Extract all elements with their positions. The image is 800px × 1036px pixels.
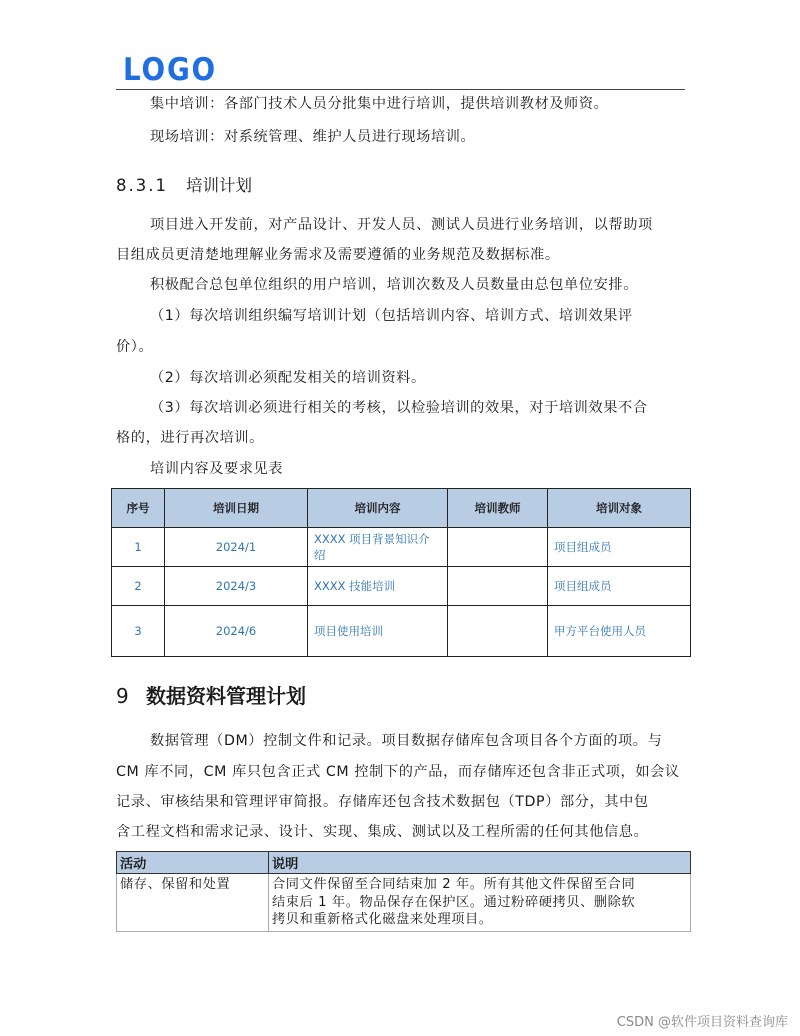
table-row (117, 874, 691, 932)
activity-table (116, 851, 691, 932)
cell-no: 2 (112, 567, 165, 606)
th-target: 培训对象 (548, 489, 691, 528)
cell-date: 2024/3 (165, 567, 308, 606)
table-row (112, 528, 691, 567)
section-9-number: 9 (116, 684, 129, 708)
para-9-line-4: 含工程文档和需求记录、设计、实现、集成、测试以及工程所需的任何其他信息。 (116, 824, 649, 840)
th-content: 培训内容 (308, 489, 448, 528)
activity-table-header (117, 852, 691, 874)
training-table (111, 488, 691, 657)
cell-no: 1 (112, 528, 165, 567)
para-831-line-2: 目组成员更清楚地理解业务需求及需要遵循的业务规范及数据标准。 (116, 247, 560, 263)
cell-date: 2024/1 (165, 528, 308, 567)
table-row (112, 606, 691, 657)
cell-teacher (448, 567, 548, 606)
logo (123, 52, 219, 84)
description-line-1: 合同文件保留至合同结束加 2 年。所有其他文件保留至合同 (272, 877, 636, 892)
cell-description (269, 874, 691, 932)
cell-date: 2024/6 (165, 606, 308, 657)
cell-target: 项目组成员 (548, 528, 691, 567)
para-831-line-7: （3）每次培训必须进行相关的考核，以检验培训的效果，对于培训效果不合 (150, 400, 648, 416)
training-table-header (112, 489, 691, 528)
cell-target: 项目组成员 (548, 567, 691, 606)
para-831-line-4: （1）每次培训组织编写培训计划（包括培训内容、培训方式、培训效果评 (150, 308, 633, 324)
intro-line-2: 现场培训：对系统管理、维护人员进行现场培训。 (150, 129, 476, 145)
table-row (112, 567, 691, 606)
para-831-line-6: （2）每次培训必须配发相关的培训资料。 (150, 370, 426, 386)
watermark: CSDN @软件项目资料查询库 (616, 1015, 788, 1030)
section-831-number: 8.3.1 (116, 176, 168, 195)
para-831-line-1: 项目进入开发前，对产品设计、开发人员、测试人员进行业务培训，以帮助项 (150, 217, 653, 233)
para-9-line-2: CM 库不同，CM 库只包含正式 CM 控制下的产品，而存储库还包含非正式项，如会议 (116, 764, 680, 780)
section-9-title: 数据资料管理计划 (146, 684, 306, 708)
cell-no: 3 (112, 606, 165, 657)
cell-teacher (448, 528, 548, 567)
cell-content: XXXX 项目背景知识介绍 (308, 528, 448, 567)
th-teacher: 培训教师 (448, 489, 548, 528)
para-9-line-1: 数据管理（DM）控制文件和记录。项目数据存储库包含项目各个方面的项。与 (150, 733, 663, 749)
intro-line-1: 集中培训：各部门技术人员分批集中进行培训，提供培训教材及师资。 (150, 96, 609, 112)
description-line-2: 结束后 1 年。物品保存在保护区。通过粉碎硬拷贝、删除软 (272, 894, 636, 910)
th-description: 说明 (269, 852, 691, 874)
section-831-heading (116, 175, 252, 197)
para-831-line-5: 价）。 (116, 339, 154, 355)
section-831-title: 培训计划 (186, 176, 252, 195)
para-831-line-3: 积极配合总包单位组织的用户培训，培训次数及人员数量由总包单位安排。 (150, 277, 638, 293)
cell-activity: 储存、保留和处置 (117, 874, 269, 932)
para-9-line-3: 记录、审核结果和管理评审简报。存储库还包含技术数据包（TDP）部分，其中包 (116, 794, 649, 810)
cell-target: 甲方平台使用人员 (548, 606, 691, 657)
description-line-3: 拷贝和重新格式化磁盘来处理项目。 (272, 912, 493, 927)
table-caption: 培训内容及要求见表 (150, 461, 284, 477)
section-9-heading (116, 683, 306, 709)
para-831-line-8: 格的，进行再次培训。 (116, 430, 264, 446)
th-no: 序号 (112, 489, 165, 528)
th-activity: 活动 (117, 852, 269, 874)
cell-content: 项目使用培训 (308, 606, 448, 657)
header-rule (116, 89, 685, 90)
cell-teacher (448, 606, 548, 657)
cell-content: XXXX 技能培训 (308, 567, 448, 606)
th-date: 培训日期 (165, 489, 308, 528)
logo-text: LOGO (123, 52, 217, 84)
